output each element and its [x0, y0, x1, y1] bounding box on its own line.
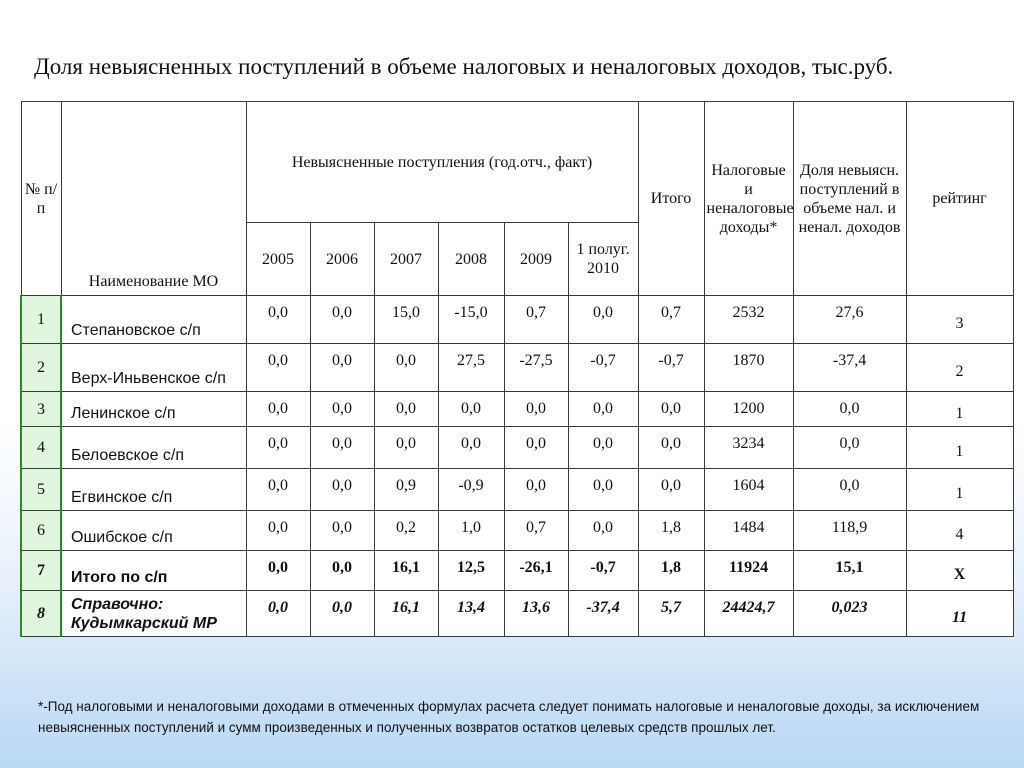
row-num: 4: [21, 427, 61, 469]
row-value: 13,4: [438, 591, 504, 637]
row-value: 0,0: [504, 427, 568, 469]
row-value: 12,5: [438, 551, 504, 591]
row-value: 0,0: [246, 296, 310, 344]
row-name: Верх-Иньвенское с/п: [61, 344, 246, 392]
row-income: 3234: [704, 427, 793, 469]
row-value: 0,0: [310, 469, 374, 511]
row-value: 15,0: [374, 296, 438, 344]
header-year: 1 полуг. 2010: [568, 223, 638, 296]
header-year: 2005: [246, 223, 310, 296]
row-income: 1484: [704, 511, 793, 551]
row-rating: Х: [906, 551, 1013, 591]
header-name: Наименование МО: [61, 102, 246, 296]
table-row: [21, 344, 1013, 392]
row-share: 27,6: [793, 296, 906, 344]
row-value: 0,0: [246, 511, 310, 551]
row-value: 0,9: [374, 469, 438, 511]
row-share: 0,0: [793, 427, 906, 469]
row-income: 1604: [704, 469, 793, 511]
row-income: 2532: [704, 296, 793, 344]
row-rating: 2: [906, 344, 1013, 392]
row-value: 0,0: [246, 469, 310, 511]
row-num: 1: [21, 296, 61, 344]
row-value: 0,0: [246, 551, 310, 591]
row-total: 1,8: [638, 511, 704, 551]
row-share: 0,0: [793, 469, 906, 511]
header-share: Доля невыясн. поступлений в объеме нал. и ненал. доходов: [793, 102, 906, 296]
row-value: -0,7: [568, 344, 638, 392]
row-value: 0,0: [246, 392, 310, 427]
row-value: 0,0: [310, 511, 374, 551]
row-value: 27,5: [438, 344, 504, 392]
row-value: 0,0: [438, 427, 504, 469]
row-value: 0,0: [310, 392, 374, 427]
row-value: 16,1: [374, 591, 438, 637]
header-year: 2007: [374, 223, 438, 296]
table-row: [21, 296, 1013, 344]
row-name: Белоевское с/п: [61, 427, 246, 469]
row-share: -37,4: [793, 344, 906, 392]
row-num: 7: [21, 551, 61, 591]
row-num: 8: [21, 591, 61, 637]
row-num: 3: [21, 392, 61, 427]
row-income: 1200: [704, 392, 793, 427]
row-name: Справочно: Кудымкарский МР: [61, 591, 246, 637]
row-total: 1,8: [638, 551, 704, 591]
row-value: 0,0: [504, 392, 568, 427]
table-row: [21, 551, 1013, 591]
row-total: -0,7: [638, 344, 704, 392]
row-value: 0,0: [246, 344, 310, 392]
row-value: -0,9: [438, 469, 504, 511]
row-value: 0,0: [568, 511, 638, 551]
row-rating: 11: [906, 591, 1013, 637]
row-share: 0,023: [793, 591, 906, 637]
header-num: № п/п: [21, 102, 61, 296]
row-value: 16,1: [374, 551, 438, 591]
row-value: -26,1: [504, 551, 568, 591]
row-value: 0,0: [438, 392, 504, 427]
row-total: 0,0: [638, 469, 704, 511]
row-share: 15,1: [793, 551, 906, 591]
table-row: [21, 591, 1013, 637]
header-year: 2008: [438, 223, 504, 296]
row-num: 5: [21, 469, 61, 511]
row-rating: 3: [906, 296, 1013, 344]
row-rating: 1: [906, 427, 1013, 469]
row-value: 0,0: [568, 427, 638, 469]
row-income: 11924: [704, 551, 793, 591]
row-name: Степановское с/п: [61, 296, 246, 344]
header-group: Невыясненные поступления (год.отч., факт): [246, 102, 638, 223]
row-value: -15,0: [438, 296, 504, 344]
row-rating: 1: [906, 392, 1013, 427]
header-total: Итого: [638, 102, 704, 296]
row-share: 118,9: [793, 511, 906, 551]
row-rating: 4: [906, 511, 1013, 551]
row-value: 0,0: [310, 591, 374, 637]
row-value: 0,2: [374, 511, 438, 551]
row-value: 0,0: [374, 427, 438, 469]
row-value: 13,6: [504, 591, 568, 637]
table-row: [21, 427, 1013, 469]
row-value: 0,0: [310, 296, 374, 344]
row-value: 0,0: [568, 296, 638, 344]
row-name: Ленинское с/п: [61, 392, 246, 427]
header-year: 2006: [310, 223, 374, 296]
row-value: 0,7: [504, 296, 568, 344]
row-total: 5,7: [638, 591, 704, 637]
row-income: 24424,7: [704, 591, 793, 637]
row-value: 0,0: [246, 591, 310, 637]
table-row: [21, 511, 1013, 551]
header-year: 2009: [504, 223, 568, 296]
footnote: *-Под налоговыми и неналоговыми доходами в отмеченных формулах расчета следует понимать налоговые и неналоговые доходы, за исключением невыясненных поступлений и сумм произведенных и полученных возвратов остатков целевых средств прошлых лет.: [38, 699, 980, 735]
row-value: 0,0: [310, 427, 374, 469]
row-value: 0,0: [504, 469, 568, 511]
row-total: 0,0: [638, 392, 704, 427]
row-value: 0,0: [310, 344, 374, 392]
row-value: 0,7: [504, 511, 568, 551]
row-value: 1,0: [438, 511, 504, 551]
row-income: 1870: [704, 344, 793, 392]
row-total: 0,7: [638, 296, 704, 344]
header-rating: рейтинг: [906, 102, 1013, 296]
row-value: 0,0: [374, 344, 438, 392]
data-table: [20, 101, 1014, 637]
row-total: 0,0: [638, 427, 704, 469]
table-row: [21, 392, 1013, 427]
row-name: Егвинское с/п: [61, 469, 246, 511]
row-value: -0,7: [568, 551, 638, 591]
row-value: 0,0: [568, 469, 638, 511]
header-income: Налоговые и неналоговые доходы*: [704, 102, 793, 296]
row-name: Ошибское с/п: [61, 511, 246, 551]
table-row: [21, 469, 1013, 511]
row-rating: 1: [906, 469, 1013, 511]
row-value: -27,5: [504, 344, 568, 392]
row-value: 0,0: [246, 427, 310, 469]
row-name: Итого по с/п: [61, 551, 246, 591]
row-num: 6: [21, 511, 61, 551]
row-value: 0,0: [568, 392, 638, 427]
slide-title: Доля невыясненных поступлений в объеме налоговых и неналоговых доходов, тыс.руб.: [34, 54, 894, 79]
row-value: 0,0: [374, 392, 438, 427]
row-share: 0,0: [793, 392, 906, 427]
row-value: -37,4: [568, 591, 638, 637]
row-num: 2: [21, 344, 61, 392]
row-value: 0,0: [310, 551, 374, 591]
